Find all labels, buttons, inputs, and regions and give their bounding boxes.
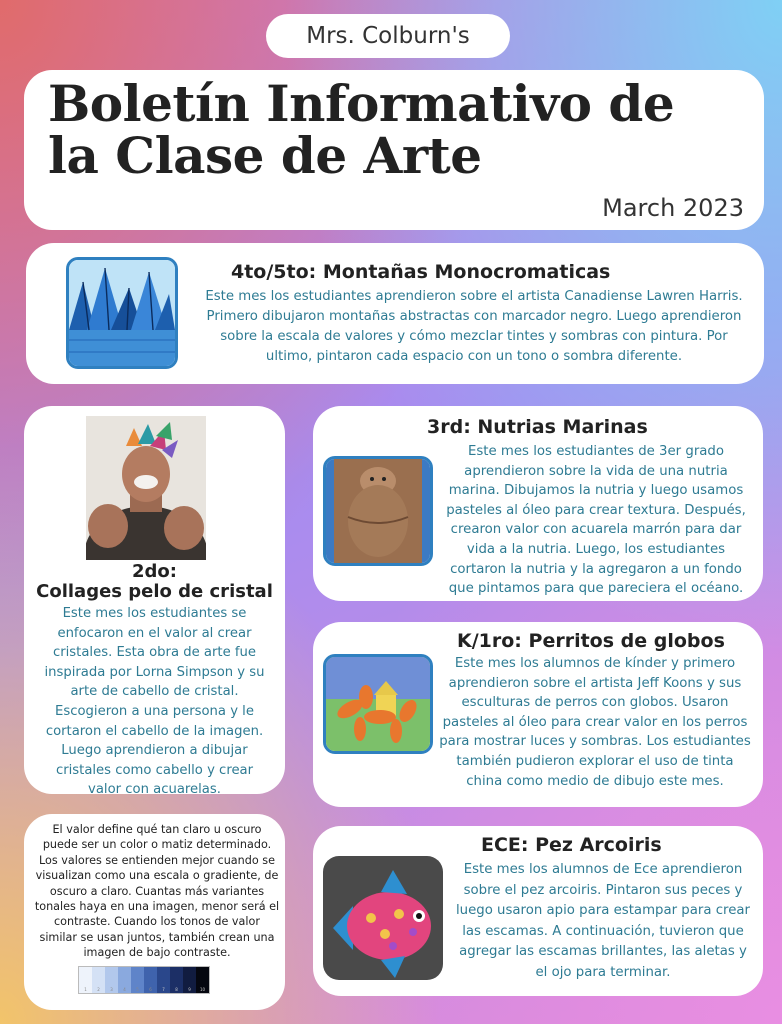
value-scale-swatch — [196, 967, 209, 993]
section-3rd-title: 3rd: Nutrias Marinas — [427, 416, 648, 438]
value-scale-number: 8 — [175, 987, 178, 992]
section-4to-5to-title: 4to/5to: Montañas Monocromaticas — [231, 261, 611, 283]
section-k-1ro — [313, 622, 763, 807]
sea-otter-artwork-image — [323, 456, 433, 566]
balloon-dog-drawing — [326, 657, 430, 751]
value-definition-text: El valor define qué tan claro u oscuro puede ser un color o matiz determinado. Los valores se entienden mejor cuando se visualizan como una escala o gradiente, de oscuro a claro. Cuantas más variantes tonales haya en una imagen, menor será el contraste. Cuando los tonos de valor similar se usan juntos, también crean una imagen de bajo contraste. — [34, 823, 280, 960]
value-scale-number: 4 — [123, 987, 126, 992]
title-card — [24, 70, 764, 230]
section-2do-title — [24, 562, 285, 602]
collage-photo — [86, 416, 206, 560]
title-line-2: la Clase de Arte — [48, 126, 482, 185]
section-k-1ro-text: Este mes los alumnos de kínder y primero aprendieron sobre el artista Jeff Koons y sus esculturas de perros con globos. Usaron pasteles al óleo para crear valor en los perros para mostrar luces y sombras. Los estudiantes también pudieron explorar el uso de tinta china como medio de dibujo este mes. — [439, 656, 751, 789]
value-scale-number: 1 — [84, 987, 87, 992]
value-scale-number: 6 — [149, 987, 152, 992]
value-scale-number: 2 — [97, 987, 100, 992]
section-3rd-text: Este mes los estudiantes de 3er grado aprendieron sobre la vida de una nutria marina. Dibujamos la nutria y luego usamos pasteles al óleo para crear textura. Después, crearon valor con acuarela marrón para dar vida a la nutria. Luego, los estudiantes cortaron la nutria y la agregaron a un fondo que pintamos para que pareciera el océano. — [446, 444, 746, 597]
mountains-drawing — [69, 260, 175, 366]
section-k-1ro-title: K/1ro: Perritos de globos — [457, 630, 725, 652]
newsletter-title — [48, 74, 748, 185]
section-ece-title: ECE: Pez Arcoiris — [481, 834, 662, 856]
otter-drawing — [326, 459, 430, 563]
section-4to-5to — [26, 243, 764, 384]
value-scale — [78, 966, 210, 994]
rainbow-fish-drawing — [323, 856, 443, 980]
value-scale-swatch — [131, 967, 144, 993]
teacher-name-pill — [266, 14, 510, 58]
title-line-1: Boletín Informativo de — [48, 74, 675, 133]
section-2do — [24, 406, 285, 798]
value-scale-number: 7 — [162, 987, 165, 992]
newsletter-date: March 2023 — [602, 194, 744, 222]
section-2do-title-line-2: Collages pelo de cristal — [36, 581, 273, 602]
section-4to-5to-text: Este mes los estudiantes aprendieron sobre el artista Canadiense Lawren Harris. Primero dibujaron montañas abstractas con marcador negro. Luego aprendieron sobre la escala de valores y cómo mezclar tintes y sombras con pintura. Por ultimo, pintaron cada espacio con un tono o sombra diferente. — [205, 289, 743, 364]
balloon-dog-artwork-image — [323, 654, 433, 754]
section-3rd — [313, 406, 763, 601]
value-scale-swatch — [92, 967, 105, 993]
section-2do-title-line-1: 2do: — [132, 561, 177, 582]
mountains-artwork-image — [66, 257, 178, 369]
value-scale-number: 5 — [136, 987, 139, 992]
value-scale-number: 3 — [110, 987, 113, 992]
section-ece — [313, 826, 763, 996]
value-scale-swatch — [144, 967, 157, 993]
value-scale-swatch — [79, 967, 92, 993]
section-ece-text: Este mes los alumnos de Ece aprendieron sobre el pez arcoiris. Pintaron sus peces y luego usaron apio para estampar para crear las escamas. A continuación, tuvieron que agregar las escamas brillantes, las aletas y el ojo para terminar. — [455, 862, 751, 980]
crystal-hair-collage-image — [86, 416, 206, 560]
value-scale-number: 10 — [199, 987, 206, 992]
section-2do-text: Este mes los estudiantes se enfocaron en el valor al crear cristales. Esta obra de arte fue inspirada por Lorna Simpson y su arte de cabello de cristal. Escogieron a una persona y le cortaron el cabello de la imagen. Luego aprendieron a dibujar cristales como cabello y crear valor con acuarelas. — [44, 606, 265, 798]
value-scale-swatch — [118, 967, 131, 993]
value-scale-swatch — [183, 967, 196, 993]
value-scale-swatch — [157, 967, 170, 993]
value-scale-swatch — [170, 967, 183, 993]
value-scale-number: 9 — [188, 987, 191, 992]
value-scale-swatch — [105, 967, 118, 993]
rainbow-fish-artwork-image — [323, 856, 443, 980]
teacher-name: Mrs. Colburn's — [306, 23, 470, 49]
